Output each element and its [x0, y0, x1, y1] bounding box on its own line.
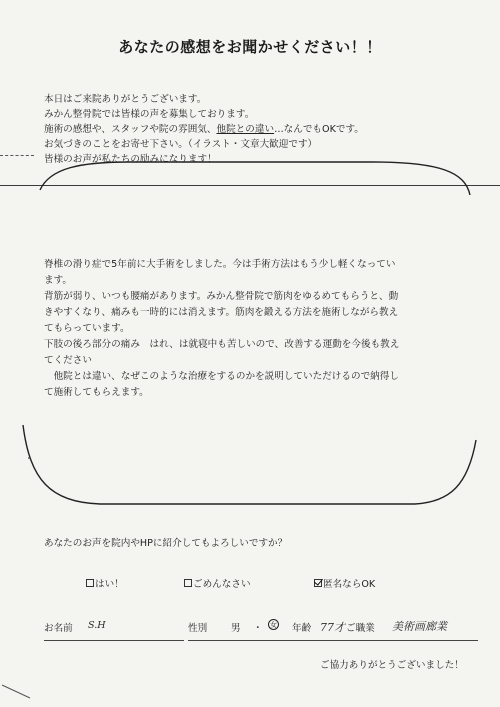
- page-title: あなたの感想をお聞かせください！！: [118, 38, 382, 56]
- intro-line: 本日はご来院ありがとうございます。: [44, 94, 207, 105]
- response-line: きやすくなり、痛みも一時的には消えます。筋肉を鍛える方法を施術しながら教え: [44, 307, 399, 318]
- response-line: てもらっています。: [44, 323, 130, 334]
- response-line: 背筋が弱り、いつも腰痛があります。みかん整骨院で筋肉をゆるめてもらうと、動: [44, 291, 399, 302]
- consent-question: あなたのお声を院内やHPに紹介してもよろしいですか？: [44, 538, 288, 549]
- intro-line: 皆様のお声が私たちの励みになります！: [44, 154, 217, 165]
- response-line: 脊椎の滑り症で5年前に大手術をしました。今は手術方法はもう少し軽くなってい: [44, 259, 396, 270]
- response-line: ます。: [44, 275, 73, 286]
- name-label: お名前: [44, 623, 73, 634]
- response-text: [44, 257, 462, 401]
- intro-line: [44, 122, 464, 137]
- response-line: てください: [44, 355, 92, 366]
- frame-top-curve: [40, 162, 470, 195]
- occupation-value[interactable]: 美術画廊業: [392, 620, 447, 633]
- yes-checkbox[interactable]: [86, 579, 94, 587]
- anonymous-checkbox[interactable]: [314, 579, 322, 587]
- details-underline: [188, 640, 478, 641]
- sex-label: 性別: [188, 623, 208, 634]
- frame-bottom-curve: [23, 425, 476, 504]
- choice-anonymous[interactable]: [314, 576, 375, 590]
- intro-line-part: 施術の感想や、スタッフや院の雰囲気、: [44, 124, 217, 135]
- response-line: て施術してもらえます。: [44, 387, 149, 398]
- choice-yes[interactable]: [86, 576, 124, 590]
- sex-female-circled: 女: [270, 621, 277, 629]
- age-value[interactable]: 77才: [320, 621, 345, 634]
- choice-yes-label: はい！: [95, 579, 124, 590]
- no-checkbox[interactable]: [184, 579, 192, 587]
- stray-pen-stroke: [0, 682, 34, 702]
- sex-separator: ・: [253, 623, 263, 634]
- intro-line-part: …なんでもOKです。: [274, 124, 364, 135]
- sex-male-option[interactable]: 男: [231, 623, 241, 634]
- occupation-label: ご職業: [346, 623, 375, 634]
- intro-line: お気づきのことをお寄せ下さい。（イラスト・文章大歓迎です）: [44, 139, 318, 150]
- choice-no[interactable]: [184, 576, 251, 590]
- choice-no-label: ごめんなさい: [193, 579, 251, 590]
- stray-dot: [26, 455, 32, 461]
- age-label: 年齢: [292, 623, 312, 634]
- response-line: 他院とは違い、なぜこのような治療をするのかを説明していただけるので納得し: [44, 371, 399, 382]
- name-value[interactable]: S.H: [88, 620, 106, 631]
- name-underline: [44, 640, 184, 641]
- intro-line: みかん整骨院では皆様の声を募集しております。: [44, 109, 255, 120]
- closing-message: ご協力ありがとうございました！: [320, 660, 464, 671]
- intro-underlined-text: 他院との違い: [216, 124, 275, 135]
- sex-female-option[interactable]: [268, 619, 279, 630]
- choice-anonymous-label: 匿名ならOK: [323, 579, 376, 590]
- response-line: 下肢の後ろ部分の痛み はれ、は就寝中も苦しいので、改善する運動を今後も教え: [44, 339, 400, 350]
